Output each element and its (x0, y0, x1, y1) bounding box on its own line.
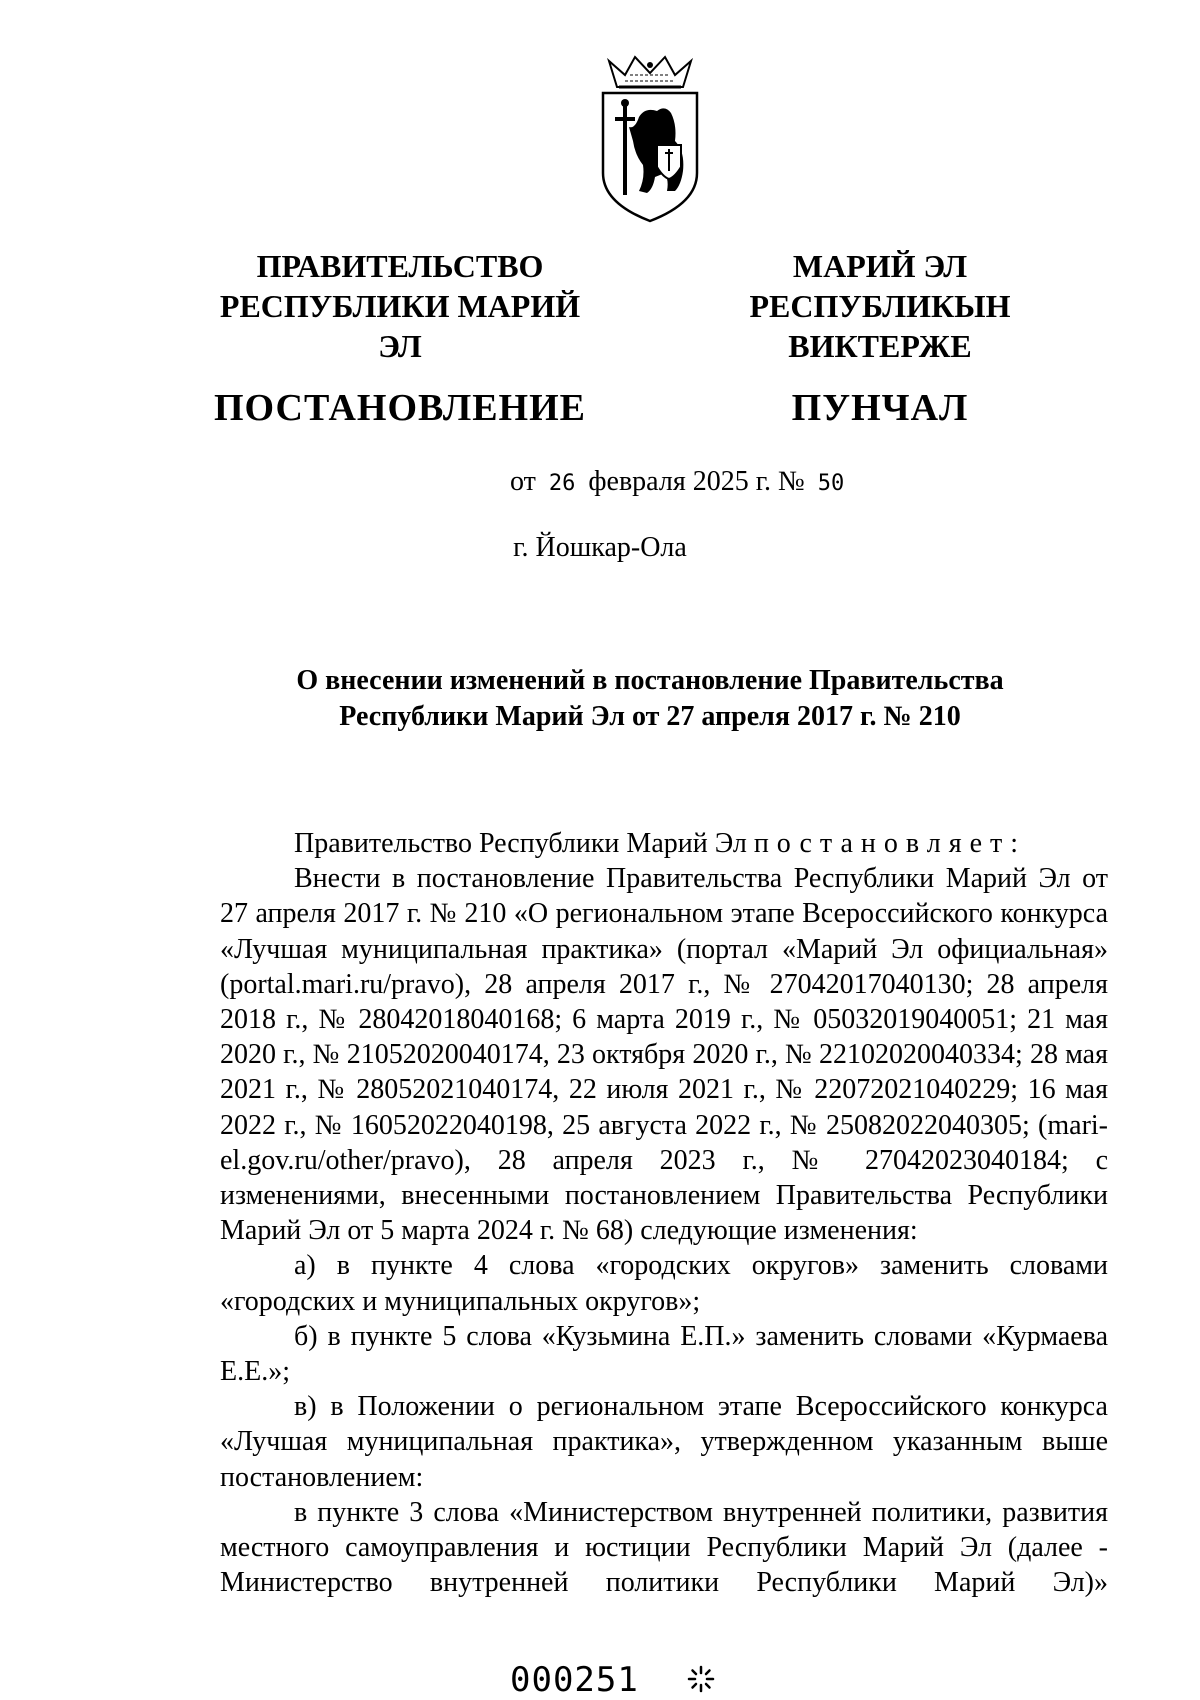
title-line1: О внесении изменений в постановление Правительства (296, 665, 1004, 696)
asterisk-mark-icon (686, 1664, 716, 1694)
intro-verb: постановляет: (753, 828, 1027, 859)
paragraph-1: Внести в постановление Правительства Республики Марий Эл от 27 апреля 2017 г. № 210 «О региональном этапе Всероссийского конкурса «Лучшая муниципальная практика» (портал «Марий Эл официальная» (portal.mari.ru/pravo), 28 апреля 2017 г., № 27042017040130; 28 апреля 2018 г., № 28042018040168; 6 марта 2019 г., № 05032019040051; 21 мая 2020 г., № 21052020040174, 23 октября 2020 г., № 22102020040334; 28 мая 2021 г., № 28052021040174, 22 июля 2021 г., № 22072021040229; 16 мая 2022 г., № 16052022040198, 25 августа 2022 г., № 25082022040305; (mari-el.gov.ru/other/pravo), 28 апреля 2023 г., № 27042023040184; с изменениями, внесенными постановлением Правительства Республики Марий Эл от 5 марта 2024 г. № 68) следующие изменения: (220, 863, 1108, 1247)
city: г. Йошкар-Ола (513, 532, 687, 563)
title-line2: Республики Марий Эл от 27 апреля 2017 г. № 210 (339, 701, 961, 732)
header-left-doc-type: ПОСТАНОВЛЕНИЕ (213, 387, 587, 429)
coat-of-arms-emblem (595, 55, 705, 225)
header-right (660, 246, 1100, 430)
header-right-line1: МАРИЙ ЭЛ РЕСПУБЛИКЫН (749, 248, 1011, 324)
item-c-subclause: в пункте 3 слова «Министерством внутренней политики, развития местного самоуправления и юстиции Республики Марий Эл (далее - Министерство внутренней политики Республики Марий Эл)» (220, 1496, 1108, 1599)
date-line (510, 466, 850, 498)
date-day: 26 (548, 471, 576, 496)
item-c: в) в Положении о региональном этапе Всероссийского конкурса «Лучшая муниципальная практика», утвержденном указанным выше постановлением: (220, 1391, 1108, 1493)
serial-number: 000251 (510, 1660, 639, 1700)
item-b: б) в пункте 5 слова «Кузьмина Е.П.» заменить словами «Курмаева Е.Е.»; (220, 1320, 1108, 1388)
document-number: 50 (817, 471, 845, 496)
header-right-line2: ВИКТЕРЖЕ (788, 328, 972, 364)
date-prefix: от (510, 466, 536, 497)
item-a: а) в пункте 4 слова «городских округов» заменить словами «городских и муниципальных округов»; (220, 1250, 1108, 1317)
document-title (250, 663, 1050, 735)
intro-text: Правительство Республики Марий Эл (294, 828, 747, 859)
header-left (200, 246, 600, 430)
document-body (220, 826, 1108, 1600)
header-left-line1: ПРАВИТЕЛЬСТВО (256, 248, 544, 284)
intro-paragraph (220, 826, 1108, 861)
date-month-year: февраля 2025 г. № (588, 466, 805, 497)
header-left-line2: РЕСПУБЛИКИ МАРИЙ ЭЛ (219, 288, 581, 364)
header-right-doc-type: ПУНЧАЛ (791, 387, 969, 429)
